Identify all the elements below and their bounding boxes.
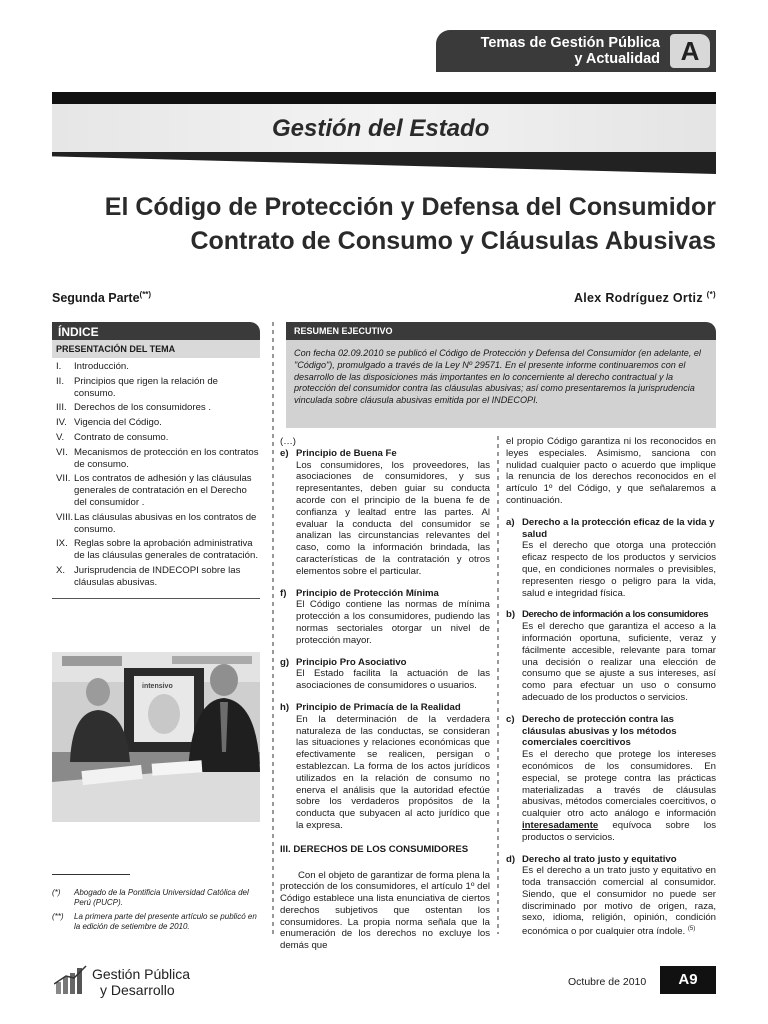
summary-heading: RESUMEN EJECUTIVO bbox=[286, 322, 716, 340]
right-a: a) Derecho a la protección eficaz de la vida y salud Es el derecho que otorga una protección eficaz respecto de los productos y servicios que, en condiciones normales o previsibles, representen riesgo o peligro para la vida, salud e integridad física. bbox=[506, 516, 716, 599]
index-item bbox=[52, 538, 260, 562]
column-2-intro: el propio Código garantiza ni los reconocidos en leyes especiales. Asimismo, sanciona con nulidad cualquier pacto o acuerdo que implique la renuncia de los derechos reconocidos en el artículo 1º del Código, y que señalaremos a continuación. bbox=[506, 436, 716, 506]
ellipsis: (…) bbox=[280, 436, 296, 447]
index-item-label: Derechos de los consumidores . bbox=[74, 402, 212, 414]
principle-f: f) Principio de Protección Mínima El Código contiene las normas de mínima protección a los consumidores, pudiendo las normas sectoriales otorgar un nivel de protección mayor. bbox=[280, 587, 490, 646]
footnote-2: (**) La primera parte del presente artículo se publicó en la edición de setiembre de 2010. bbox=[52, 912, 257, 931]
index-item-label: Mecanismos de protección en los contratos de consumo. bbox=[74, 446, 259, 470]
index-item-label: Reglas sobre la aprobación administrativa de las cláusulas generales de contratación. bbox=[74, 538, 258, 562]
principle-e: e) Principio de Buena Fe Los consumidores, los proveedores, las asociaciones de consumidores, y sus representantes, deben guiar su conducta acorde con el principio de la buena fe de confianza y lealtad entre las partes. Al evaluar la conducta del consumidor se analizan las circunstancias relevantes del caso, como la información brindada, las características de la contratación y otros elementos sobre el particular. bbox=[280, 447, 490, 577]
index-item bbox=[52, 473, 260, 508]
principle-g: g) Principio Pro Asociativo El Estado facilita la actuación de las asociaciones de consumidores o usuarios. bbox=[280, 656, 490, 692]
column-divider-middle bbox=[497, 436, 499, 934]
footer-brand-line-1: Gestión Pública bbox=[92, 966, 191, 982]
index-item bbox=[52, 432, 260, 444]
index-item-number: V. bbox=[56, 431, 65, 443]
index-item bbox=[52, 447, 260, 471]
index-item-number: VII. bbox=[56, 473, 71, 485]
footnote-divider bbox=[52, 874, 130, 875]
index-item-number: I. bbox=[56, 361, 62, 372]
index-item-number: III. bbox=[56, 402, 67, 414]
footer-logo bbox=[52, 962, 202, 998]
right-b: b) Derecho de información a los consumidores Es el derecho que garantiza el acceso a la información oportuna, suficiente, veraz y fácilmente accesible, relevante para tomar una decisión o realizar una elección de consumo que se ajuste a sus intereses, así como para efectuar un uso o consumo adecuado de los productos o servicios. bbox=[506, 609, 716, 703]
footnote-ref: (5) bbox=[687, 926, 696, 933]
index-item-label: Principios que rigen la relación de consumo. bbox=[74, 375, 218, 399]
article-title-line-2: Contrato de Consumo y Cláusulas Abusivas bbox=[190, 227, 716, 255]
index-subheading: PRESENTACIÓN DEL TEMA bbox=[52, 340, 260, 358]
page-number: A9 bbox=[660, 966, 716, 994]
body-column-2 bbox=[506, 436, 716, 938]
index-item-number: IX. bbox=[56, 538, 68, 550]
section-letter: A bbox=[670, 34, 710, 68]
article-title bbox=[52, 190, 716, 258]
right-c: c) Derecho de protección contra las cláusulas abusivas y los métodos comerciales coercitivos Es el derecho que protege los intereses económicos de los consumidores. En especial, se protege contra las prácticas materializadas a través de cláusulas abusivas, métodos comerciales coercitivos, o cualquier otro acto análogo e información interesadamente equívoca sobre los productos o servicios. bbox=[506, 713, 716, 843]
footer-brand-line-2: y Desarrollo bbox=[100, 982, 175, 998]
index-box bbox=[52, 322, 260, 599]
index-item-number: II. bbox=[56, 375, 64, 387]
index-item-label: Los contratos de adhesión y las cláusulas generales de contratación en el Derecho del consumidor . bbox=[74, 473, 252, 508]
footer-date: Octubre de 2010 bbox=[568, 976, 647, 988]
index-item bbox=[52, 565, 260, 589]
right-d: d) Derecho al trato justo y equitativo Es el derecho a un trato justo y equitativo en toda transacción comercial al consumidor. Siendo, que el consumidor no puede ser discriminado por motivo de origen, raza, sexo, idioma, religión, opinión, condición económica o por cualquier otra índole. $^{(5)}$ bbox=[506, 853, 716, 938]
index-item bbox=[52, 376, 260, 400]
article-author: Alex Rodríguez Ortiz (*) bbox=[573, 290, 716, 306]
section-band bbox=[52, 92, 716, 174]
index-item-label: Vigencia del Código. bbox=[74, 417, 162, 429]
index-list bbox=[52, 358, 260, 599]
column-divider-left bbox=[272, 322, 274, 934]
index-item-number: VIII. bbox=[56, 511, 74, 523]
photo-illustration bbox=[52, 652, 260, 822]
executive-summary bbox=[286, 322, 716, 428]
index-item-label: Contrato de consumo. bbox=[74, 431, 169, 443]
article-title-line-1: El Código de Protección y Defensa del Consumidor bbox=[104, 193, 716, 221]
bar-chart-logo-icon bbox=[54, 964, 90, 994]
section-header-tab bbox=[436, 30, 716, 72]
index-item bbox=[52, 512, 260, 536]
index-item-label: Las cláusulas abusivas en los contratos de consumo. bbox=[74, 511, 257, 535]
emphasized-word: interesadamente bbox=[522, 819, 599, 831]
section-title: Gestión del Estado bbox=[272, 115, 490, 142]
index-item bbox=[52, 361, 260, 373]
index-heading: ÍNDICE bbox=[52, 322, 260, 340]
index-item bbox=[52, 402, 260, 414]
principle-h: h) Principio de Primacía de la Realidad En la determinación de la verdadera naturaleza de las conductas, se consideran las situaciones y relaciones económicas que efectivamente se realicen, persigan o establezcan. La forma de los actos jurídicos utilizados en la relación de consumo no enerva el análisis que la autoridad efectúe sobre los verdaderos propósitos de la conducta que subyacen al acto jurídico que la expresa. bbox=[280, 701, 490, 831]
index-item bbox=[52, 417, 260, 429]
topic-line-1: Temas de Gestión Pública bbox=[480, 35, 660, 51]
topic-line-2: y Actualidad bbox=[574, 51, 660, 67]
index-item-number: VI. bbox=[56, 446, 68, 458]
body-column-1 bbox=[280, 436, 490, 952]
index-item-number: IV. bbox=[56, 417, 67, 429]
article-part: Segunda Parte(**) bbox=[52, 290, 152, 306]
footnote-1: (*) Abogado de la Pontificia Universidad Católica del Perú (PUCP). bbox=[52, 888, 249, 907]
article-photo bbox=[52, 652, 260, 822]
summary-text: Con fecha 02.09.2010 se publicó el Código de Protección y Defensa del Consumidor (en adelante, el "Código"), promulgado a través de la Ley Nº 29571. En el presente informe continuaremos con el desarrollo de las disposiciones más importantes en lo concerniente al derecho contractual y la protección del consumidor contra las cláusulas abusivas; así como presentaremos la jurisprudencia vinculada sobre cláusula abusivas emitida por el INDECOPI. bbox=[286, 340, 716, 428]
index-item-label: Jurisprudencia de INDECOPI sobre las cláusulas abusivas. bbox=[74, 564, 241, 588]
section-heading-iii: III. DERECHOS DE LOS CONSUMIDORES bbox=[280, 843, 469, 855]
section-iii-paragraph: Con el objeto de garantizar de forma plena la protección de los consumidores, el artículo 1º del Código establece una lista enunciativa de ciertos derechos subjetivos que ostentan los consumidores. La propia norma señala que la enumeración de los derechos no excluye los demás que bbox=[280, 869, 490, 952]
index-item-label: Introducción. bbox=[74, 361, 129, 372]
photo-sign-text: intensivo bbox=[142, 683, 173, 690]
index-item-number: X. bbox=[56, 564, 66, 576]
